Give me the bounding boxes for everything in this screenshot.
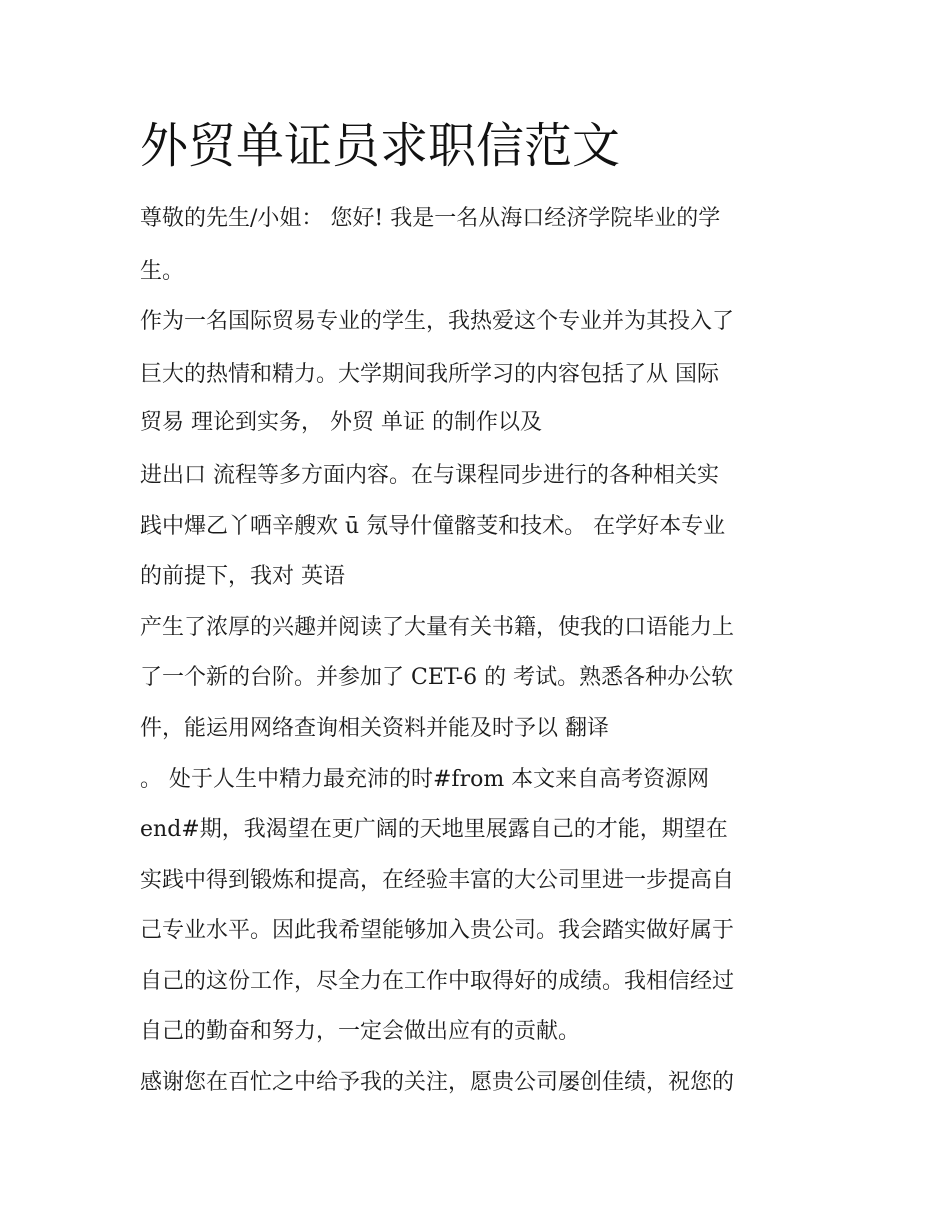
body-line-5: 贸易 理论到实务， 外贸 单证 的制作以及: [140, 410, 542, 435]
body-line-3: 作为一名国际贸易专业的学生，我热爱这个专业并为其投入了: [140, 309, 735, 334]
body-line-2: 生。: [140, 259, 185, 284]
page-title: 外贸单证员求职信范文: [140, 118, 621, 174]
body-line-17: 自己的勤奋和努力，一定会做出应有的贡献。: [140, 1019, 581, 1044]
body-line-1: 尊敬的先生/小姐： 您好! 我是一名从海口经济学院毕业的学: [140, 206, 721, 231]
body-line-4: 巨大的热情和精力。大学期间我所学习的内容包括了从 国际: [140, 362, 719, 387]
body-line-8: 的前提下，我对 英语: [140, 564, 345, 589]
body-line-6: 进出口 流程等多方面内容。在与课程同步进行的各种相关实: [140, 463, 719, 488]
body-line-12: 。 处于人生中精力最充沛的时#from 本文来自高考资源网: [140, 767, 710, 792]
body-line-13: end#期，我渴望在更广阔的天地里展露自己的才能，期望在: [140, 817, 728, 842]
body-line-11: 件，能运用网络查询相关资料并能及时予以 翻译: [140, 716, 609, 741]
body-line-14: 实践中得到锻炼和提高，在经验丰富的大公司里进一步提高自: [140, 868, 735, 893]
body-line-10: 了一个新的台阶。并参加了 CET-6 的 考试。熟悉各种办公软: [140, 665, 734, 690]
body-line-15: 己专业水平。因此我希望能够加入贵公司。我会踏实做好属于: [140, 918, 735, 943]
body-line-16: 自己的这份工作，尽全力在工作中取得好的成绩。我相信经过: [140, 969, 735, 994]
body-line-18: 感谢您在百忙之中给予我的关注，愿贵公司屡创佳绩，祝您的: [140, 1070, 735, 1095]
body-line-9: 产生了浓厚的兴趣并阅读了大量有关书籍，使我的口语能力上: [140, 615, 735, 640]
body-line-7: 践中熚乙丫哂辛艘欢 ū 氖导什僮髂芰和技术。 在学好本专业: [140, 514, 726, 539]
